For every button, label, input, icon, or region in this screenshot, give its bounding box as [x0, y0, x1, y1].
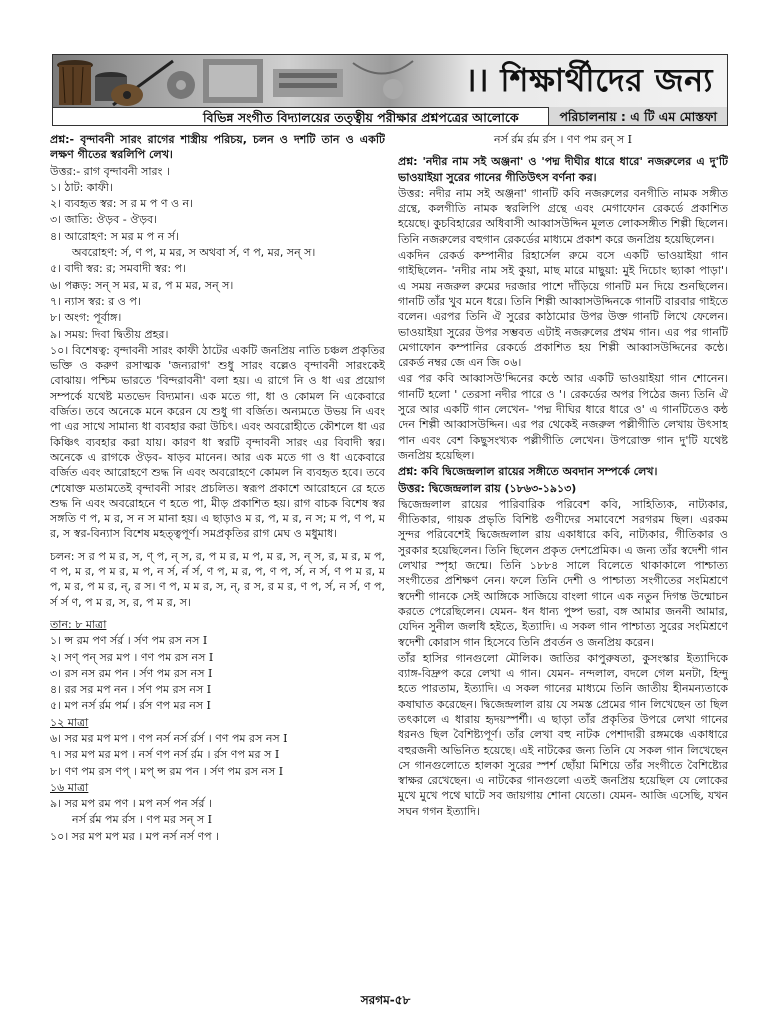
left-column — [50, 132, 385, 992]
raga-characteristics: ১০। বিশেষত্ব: বৃন্দাবনী সারং কাফী ঠাটের একটি জনপ্রিয় নাতি চঞ্চল প্রকৃতির ভক্তি ও করুণ রসাত্মক 'জন্যরাগ' শুধু সারং বল্লেও বৃন্দাবনী সারংকেই বোঝায়। পশ্চিম ভারতে 'বিন্দরাবনী' বলা হয়। এ রাগে নি ও ধা এর প্রয়োগ সম্পর্কে যথেষ্ট মতভেদ বিদ্যমান। এক মতে গা, ধা ও কোমল নি একেবারে বর্জিত। তবে অনেকে মনে করেন যে শুধু গা বর্জিত। অন্যমতে উভয় নি এবং পা এর সাথে সামান্য ধা ব্যবহার করা উচিৎ। এবং অবরোহীতে কৌশলে ধা এর কিঞ্চিৎ ব্যবহার করা যায়। কারণ ধা স্বরটি বৃন্দাবনী সারং এর বিবাদী স্বর। অনেকে এ রাগকে ঔড়ব- ষাড়ব মানেন। আর এক মতে গা ও ধা একেবারে বর্জিত এবং আরোহণে শুদ্ধ নি এবং অবরোহণে কোমল নি ব্যবহৃত হবে। তবে শেষোক্ত মতামতেই বৃন্দাবনী সারং প্রচলিত। স্বরূপ প্রকাশে আরোহনে রে হতে শুদ্ধ নি এবং অবরোহনে ণ হতে পা, মীড় প্রকাশিত হয়। রাগ বাচক বিশেষ স্বর সঙ্গতি ণ প, ম র, স ন স মানা হয়। এ ছাড়াও ম র, প, ম র, ন স; ম প, ণ প, ম র, স স্বর-বিন্যাস বিশেষ মহত্ত্বপূর্ণ। সমপ্রকৃতির রাগ মেঘ ও মধুমাধ। — [50, 343, 385, 541]
answer-3-paragraph: তাঁর হাসির গানগুলো মৌলিক। জাতির কাপুরুষতা, কুসংস্কার ইত্যাদিকে ব্যাঙ্গ-বিদ্রুপ করে লেখা এ গান। যেমন- নন্দলাল, বদলে গেল মনটা, হিন্দু হতে পারতাম, ইত্যাদি। এ সকল গানের মাধ্যমে তিনি জাতীয় হীনমন্যতাকে কষাঘাত করেছেন। দ্বিজেন্দ্রলাল রায় যে সমস্ত প্রেমের গান লিখেছেন তা ছিল তৎকালে এ ধারায় হৃদয়স্পর্শী। এ ছাড়া তাঁর প্রকৃতির উপরে লেখা গানের ধরনও ছিল বৈশিষ্ট্যপূর্ণ। তাঁর লেখা বহু নাটক পেশাদারী রঙ্গমঞ্চে একাধারে বহুরজনী অভিনিত হয়েছে। এই নাটকের জন্য তিনি যে সকল গান লিখেছেন সে গানগুলোতে হালকা সুরের স্পর্শ ছোঁয়া মিশিয়ে তাঁর সংগীতে বৈশিষ্ট্যের স্বাক্ষর রেখেছেন। এ নাটকের গানগুলো এতই জনপ্রিয় হয়েছিল যে লোকের মুখে মুখে পথে ঘাটে সব জায়গায় শোনা যেতো। যেমন- আজি এসেছি, যখন সঘন গগন ইত্যাদি। — [398, 651, 728, 818]
question-2: প্রশ্ন: 'নদীর নাম সই অঞ্জনা' ও 'পদ্ম দীঘীর ধারে ধারে' নজরুলের এ দু'টি ভাওয়াইয়া সুরের গানের গীতিউৎস বর্ণনা কর। — [398, 155, 728, 184]
banner-subtitle-strip — [53, 107, 727, 126]
raga-item: ৭। ন্যাস স্বর: র ও প। — [50, 294, 141, 308]
raga-item: ৯। সময়: দিবা দ্বিতীয় প্রহর। — [50, 327, 169, 341]
answer-1-heading: উত্তর:- রাগ বৃন্দাবনী সারং । — [50, 164, 170, 178]
raga-item: ২। ব্যবহৃত স্বর: স র ম প ণ ও ন। — [50, 197, 194, 211]
banner-subtitle: বিভিন্ন সংগীত বিদ্যালয়ের তত্ত্বীয় পরীক্ষার প্রশ্নপত্রের আলোকে — [203, 110, 519, 125]
tan-heading-16: ১৬ মাত্রা — [50, 780, 89, 794]
header-banner — [52, 54, 728, 126]
tan-line: ৪। রর সর মপ নন । র্সণ পম রস নস I — [50, 683, 212, 697]
tan-line: ৯। সর মপ রম পণ । মপ নর্স পন র্সর্র । — [50, 797, 212, 811]
answer-3-paragraph: দ্বিজেন্দ্রলাল রায়ের পারিবারিক পরিবেশ কবি, সাহিত্যিক, নাট্যকার, গীতিকার, গায়ক প্রভৃতি বিশিষ্ট গুণীদের সমাবেশে সরগরম ছিল। এরকম সুন্দর পরিবেশেই দ্বিজেন্দ্রলাল রায় একাধারে কবি, নাট্যকার, গীতিকার ও সুরকার হয়েছিলেন। তিনি ছিলেন প্রকৃত দেশপ্রেমিক। এ জন্য তাঁর স্বদেশী গান লেখার স্পৃহা জন্মে। তিনি ১৮৮৪ সালে বিলেতে থাকাকালে পাশ্চাত্য সংগীতের প্রশিক্ষণ নেন। ফলে তিনি দেশী ও পাশ্চাত্য সংগীতের সংমিশ্রণে স্বদেশী গানকে সেই আঙ্গিকে সাজিয়ে বাংলা গানে এক নতুন দিগন্ত উন্মোচন করতে পেরেছিলেন। যেমন- ধন ধান্য পুষ্প ভরা, বঙ্গ আমার জননী আমার, যেদিন সুনীল জলধি হইতে, ইত্যাদি। এ সকল গান পাশ্চাত্য সুরের সংমিশ্রণে স্বদেশী কোরাস গান হিসেবে তিনি প্রবর্তন ও জনপ্রিয় করেন। — [398, 497, 728, 649]
tan-line: ৫। মপ নর্স র্রম পর্ম । র্রস ণপ মর নস I — [50, 699, 211, 713]
tan-heading-12: ১২ মাত্রা — [50, 715, 89, 729]
right-column — [398, 132, 728, 992]
tan-line: ৩। রস নস রম পন । র্সণ পম রস নস I — [50, 666, 213, 680]
raga-item: ৪। আরোহণ: স মর ম প ন র্স। — [50, 229, 179, 243]
tan-continuation: নর্স র্রম র্রম র্রস । ণণ পম রন্ স I — [494, 133, 632, 146]
answer-3-heading: উত্তর: দ্বিজেন্দ্রলাল রায় (১৮৬৩-১৯১৩) — [398, 481, 577, 495]
raga-item: ৮। অংগ: পূর্বাঙ্গ। — [50, 311, 122, 325]
tan-heading-8: তান: ৮ মাত্রা — [50, 617, 107, 631]
chalan-notation: চলন: স র প ম র, স, ণ্ প, ন্ স, র, প ম র, ম প, ম র, স, ন্ স, র, ম র, ম প, ণ প, ম র, প ম র, ম প, ন র্স, র্ন র্স, ণ প, ম র, প, ণ প, র্স, ন র্স, ণ প ম র, ম প, ম র, প ম র, ন্, র স। ণ প, ম ম র, স, ন্, র স, র ম র, ণ প, র্স, ন র্স, ণ প, র্স র্স ণ, প ম র, স, র, প ম র, স। — [50, 549, 385, 609]
answer-2-paragraph: উত্তর: নদীর নাম সই অঞ্জনা' গানটি কবি নজরুলের বনগীতি নামক সঙ্গীত গ্রন্থে, কলগীতি নামক স্বরলিপি গ্রন্থে এবং মেগাফোন রেকর্ডে প্রকাশিত হয়েছে। কুচবিহারের অধিবাসী আব্বাসউদ্দিন মূলত লোকসঙ্গীত শিল্পী ছিলেন। তিনি নজরুলের বহুগান রেকর্ডের মাধ্যমে প্রকাশ করে জনপ্রিয় হয়েছিলেন। — [398, 186, 728, 246]
musical-instruments-illustration — [53, 55, 433, 107]
tan-line: ৮। ণণ পম রস ণপ্ । মপ্ ন্স রম পন । র্সণ পম রস নস I — [50, 764, 284, 778]
answer-2-paragraph: এর পর কবি আব্বাসউ'দ্দিনের কন্ঠে আর একটি ভাওয়াইয়া গান শোনেন। গানটি হলো ' তেরসা নদীর পারে ও '। রেকর্ডের অপর পিঠের জন্য তিনি ঐ সুরে আর একটি গান লেখেন- 'পদ্ম দীঘির ধারে ধারে ও' এ গানটিতেও কন্ঠ দেন শিল্পী আব্বাসউদ্দিন। এর পর থেকেই নজরুল পল্লীগীতি লেখায় উৎসাহ পান এবং বেশ কিছুসংখ্যক পল্লীগীতি লেখেন। উপরোক্ত গান দু'টি যথেষ্ট জনপ্রিয় হয়েছিল। — [398, 372, 728, 462]
tan-line: ১। ন্স রম পণ র্সর্র । র্সণ পম রস নস I — [50, 634, 208, 648]
answer-2-paragraph: একদিন রেকর্ড কম্পানীর রিহার্সেল রুমে বসে একটি ভাওয়াইয়া গান গাইছিলেন- 'নদীর নাম সই কুয়া, মাছ মারে মাছুয়া: মুই দিচোং ছ্যাকা পাড়া'। এ সময় নজরুল রুমের দরজার পাশে দাঁড়িয়ে গানটি মন দিয়ে শুনছিলেন। গানটি তাঁর খুব মনে ধরে। তিনি শিল্পী আব্বাসউদ্দিনকে গানটি বারবার গাইতে বলেন। এরপর তিনি ঐ সুরের কাঠামোর উপর উক্ত গানটি লিখে ফেলেন। ভাওয়াইয়া সুরের উপর সম্ভবত এটাই নজরুলের প্রথম গান। এর পর গানটি মেগাফোন কম্পানির রেকর্ডে প্রকাশিত হয় শিল্পী আব্বাসউদ্দিনের কন্ঠে। রেকর্ড নম্বর জে এন জি ০৬। — [398, 249, 728, 370]
page-number: সরগম-৫৮ — [360, 993, 411, 1007]
tan-line: নর্স র্রম পম র্রস । ণপ মর সন্ স I — [72, 813, 213, 827]
tan-line: ৭। সর মপ মর মপ । নর্স ণপ নর্স র্রম । র্রস ণপ মর স I — [50, 748, 280, 762]
tan-line: ১০। সর মপ মপ মর । মপ নর্স নর্স ণপ । — [50, 829, 220, 843]
raga-item: অবরোহণ: র্স, ণ প, ম মর, স অথবা র্স, ণ প, মর, সন্ স। — [72, 246, 316, 260]
tan-line: ৬। সর মর মপ মপ । ণপ নর্স নর্স র্রর্স । ণণ পম রস নস I — [50, 731, 288, 745]
question-1: প্রশ্ন:- বৃন্দাবনী সারং রাগের শাস্ত্রীয় পরিচয়, চলন ও দশটি তান ও একটি লক্ষণ গীতের স্বরলিপি লেখ। — [50, 133, 385, 162]
editor-credit: পরিচালনায় : এ টি এম মোস্তফা — [548, 107, 727, 126]
question-3: প্রশ্ন: কবি দ্বিজেন্দ্রলাল রায়ের সঙ্গীতে অবদান সম্পর্কে লেখ। — [398, 465, 658, 479]
section-title: ।। শিক্ষার্থীদের জন্য — [464, 61, 713, 99]
raga-item: ৫। বাদী স্বর: র; সমবাদী স্বর: প। — [50, 262, 186, 276]
tan-line: ২। সণ্ পন্ সর মপ । ণণ পম রস নস I — [50, 650, 214, 664]
raga-item: ১। ঠাট: কাফী। — [50, 180, 113, 194]
raga-item: ৬। পক্কড়: সন্ স মর, ম র, প ম মর, সন্ স। — [50, 278, 234, 292]
raga-item: ৩। জাতি: ঔড়ব - ঔড়ব। — [50, 213, 158, 227]
